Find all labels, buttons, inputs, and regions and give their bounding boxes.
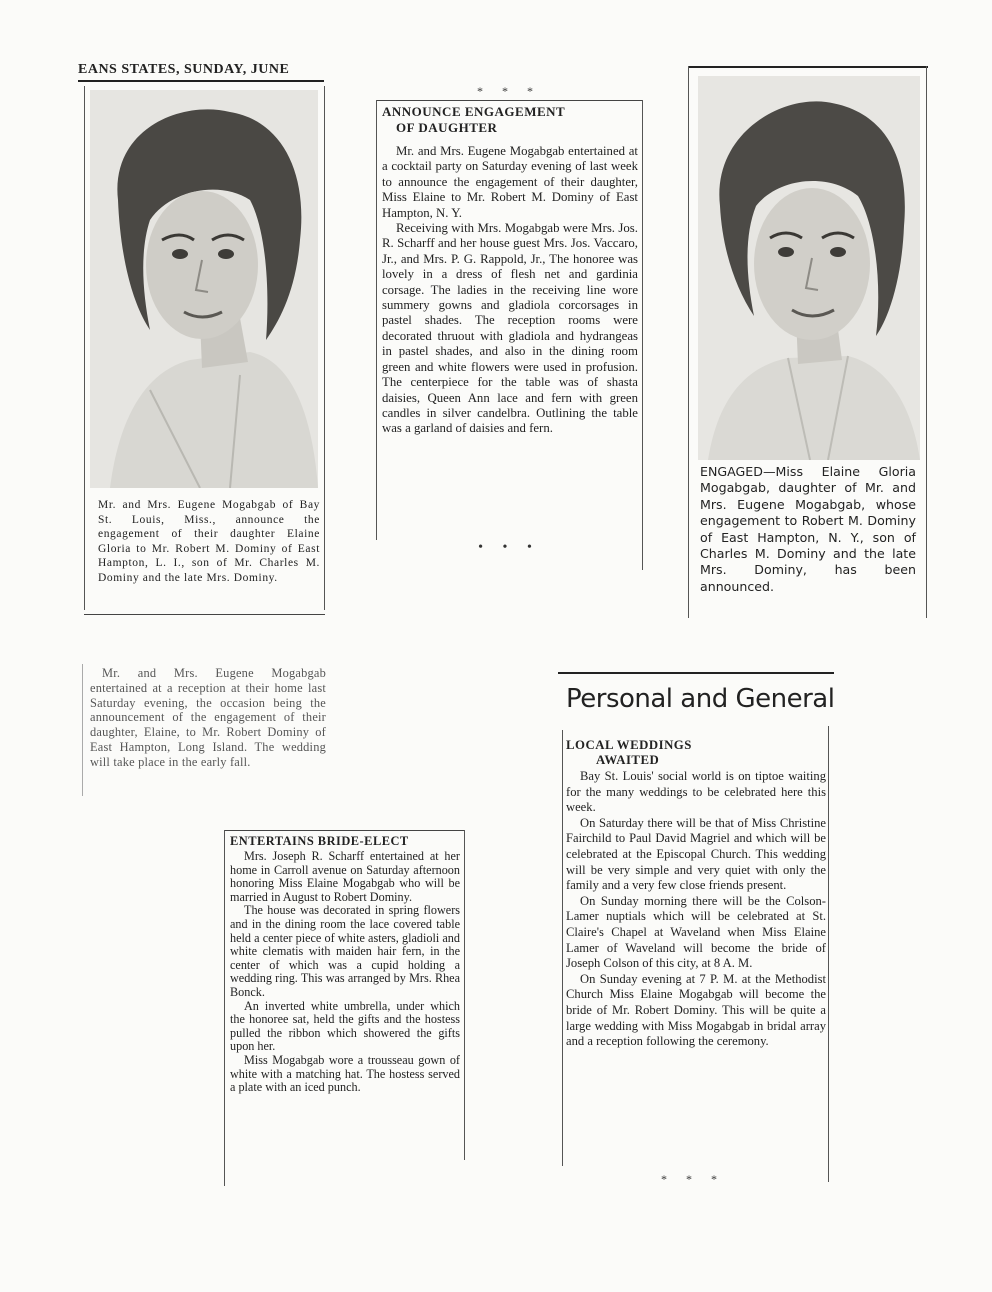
portrait-photo	[698, 76, 920, 460]
section-rule-top	[558, 672, 834, 674]
article-paragraph: Mr. and Mrs. Eugene Mogabgab entertained at a cocktail party on Saturday evening of last week to announce the engagement of their daughter, Miss Elaine to Mr. Robert M. Dominy of East Hampton, N. Y.	[382, 144, 638, 220]
clip-border-left	[224, 830, 225, 1186]
clip-border-left	[82, 664, 83, 796]
clip-border-left	[84, 86, 85, 610]
article-paragraph: Bay St. Louis' social world is on tiptoe waiting for the many weddings to be celebrated here this week.	[566, 769, 826, 815]
article-paragraph: Miss Mogabgab wore a trousseau gown of white with a matching hat. The hostess served a plate with an iced punch.	[230, 1052, 460, 1095]
clip-border-right	[464, 830, 465, 1160]
clip-border-right	[642, 100, 643, 570]
stars-top: * * *	[477, 84, 541, 98]
clip-border-right	[828, 726, 829, 1182]
article-paragraph: On Saturday there will be that of Miss Christine Fairchild to Paul David Magriel and which will be celebrated at the Episcopal Church. This wedding will be very simple and very quiet with only the family and a very few close friends present.	[566, 815, 826, 893]
article-paragraph: Mrs. Joseph R. Scharff entertained at her home in Carroll avenue on Saturday afternoon honoring Miss Elaine Mogabgab who will be married in August to Robert Dominy.	[230, 849, 460, 904]
clip-border-left	[688, 66, 689, 618]
photo-caption: ENGAGED—Miss Elaine Gloria Mogabgab, daughter of Mr. and Mrs. Eugene Mogabgab, whose engagement to Robert M. Dominy of East Hampton, N. Y., son of Charles M. Dominy and the late Mrs. Dominy, has been announced.	[700, 464, 916, 594]
article-paragraph: The house was decorated in spring flowers and in the dining room the lace covered table held a center piece of white asters, gladioli and white clematis with maiden hair fern, in the center of which was a cupid holding a wedding ring. This was arranged by Mrs. Rhea Bonck.	[230, 903, 460, 999]
article-paragraph: On Sunday morning there will be the Colson-Lamer nuptials which will be celebrated at St. Claire's Chapel at Waveland when Miss Elaine Lamer of Waveland will become the bride of Joseph Colson of this city, at 8 A. M.	[566, 893, 826, 971]
clip-rule-top	[376, 100, 642, 101]
article-paragraph: An inverted white umbrella, under which the honoree sat, held the gifts and the hostess pulled the ribbon which showered the gifts upon her.	[230, 998, 460, 1054]
clipping-engaged-photo-right	[688, 66, 928, 618]
clip-border-right	[324, 86, 325, 610]
article-text: Mr. and Mrs. Eugene Mogabgab entertained at a reception at their home last Saturday evening, the occasion being the announcement of the engagement of their daughter, Elaine, to Mr. Robert Dominy of East Hampton, Long Island. The wedding will take place in the early fall.	[90, 666, 326, 769]
portrait-photo	[90, 90, 318, 488]
clipping-entertains-bride-elect	[222, 822, 466, 1188]
section-title: Personal and General	[566, 684, 835, 714]
headline-line-1: ANNOUNCE ENGAGEMENT	[382, 104, 566, 119]
clip-border-left	[376, 100, 377, 540]
stars-bottom: • • •	[478, 540, 540, 555]
masthead: EANS STATES, SUNDAY, JUNE	[78, 62, 290, 77]
portrait-illustration	[698, 76, 920, 460]
clip-border-bottom	[84, 614, 325, 615]
clip-rule-top	[688, 66, 928, 68]
article-paragraph: On Sunday evening at 7 P. M. at the Methodist Church Miss Elaine Mogabgab will become the bride of Mr. Robert Dominy. This will be quite a large wedding with Miss Mogabgab in bridal array and a reception following the ceremony.	[566, 971, 826, 1049]
headline-line-2: OF DAUGHTER	[396, 120, 498, 135]
clip-border-right	[926, 66, 927, 618]
clip-rule-top	[224, 830, 464, 831]
clipping-reception-note	[82, 664, 328, 796]
clipping-announce-engagement	[372, 84, 646, 564]
portrait-illustration	[90, 90, 318, 488]
headline: ENTERTAINS BRIDE-ELECT	[230, 834, 409, 848]
headline-line-1: LOCAL WEDDINGS	[566, 738, 692, 752]
photo-caption: Mr. and Mrs. Eugene Mogabgab of Bay St. Louis, Miss., announce the engagement of their daughter Elaine Gloria to Mr. Robert M. Dominy of East Hampton, L. I., son of Mr. Charles M. Dominy and the late Mrs. Dominy.	[98, 499, 320, 584]
stars-bottom: * * *	[661, 1172, 725, 1186]
clip-border-left	[562, 730, 563, 1166]
headline-line-2: AWAITED	[596, 753, 660, 767]
masthead-rule	[78, 80, 324, 82]
clipping-personal-and-general	[558, 672, 838, 1188]
clipping-engagement-photo-left	[78, 56, 330, 616]
article-paragraph: Receiving with Mrs. Mogabgab were Mrs. Jos. R. Scharff and her house guest Mrs. Jos. Vaccaro, Jr., and Mrs. P. G. Rappold, Jr., The honoree was lovely in a dress of flesh net and gardinia corsage. The ladies in the receiving line wore summery gowns and gladiola corcorsages in pastel shades. The reception rooms were decorated thruout with gladiola and hydrangeas in pastel shades, and also in the dining room green and white flowers were used in profusion. The centerpiece for the table was of shasta daisies, Queen Ann lace and fern with green candles in silver candelbra. Outlining the table was a garland of daisies and fern.	[382, 221, 638, 436]
